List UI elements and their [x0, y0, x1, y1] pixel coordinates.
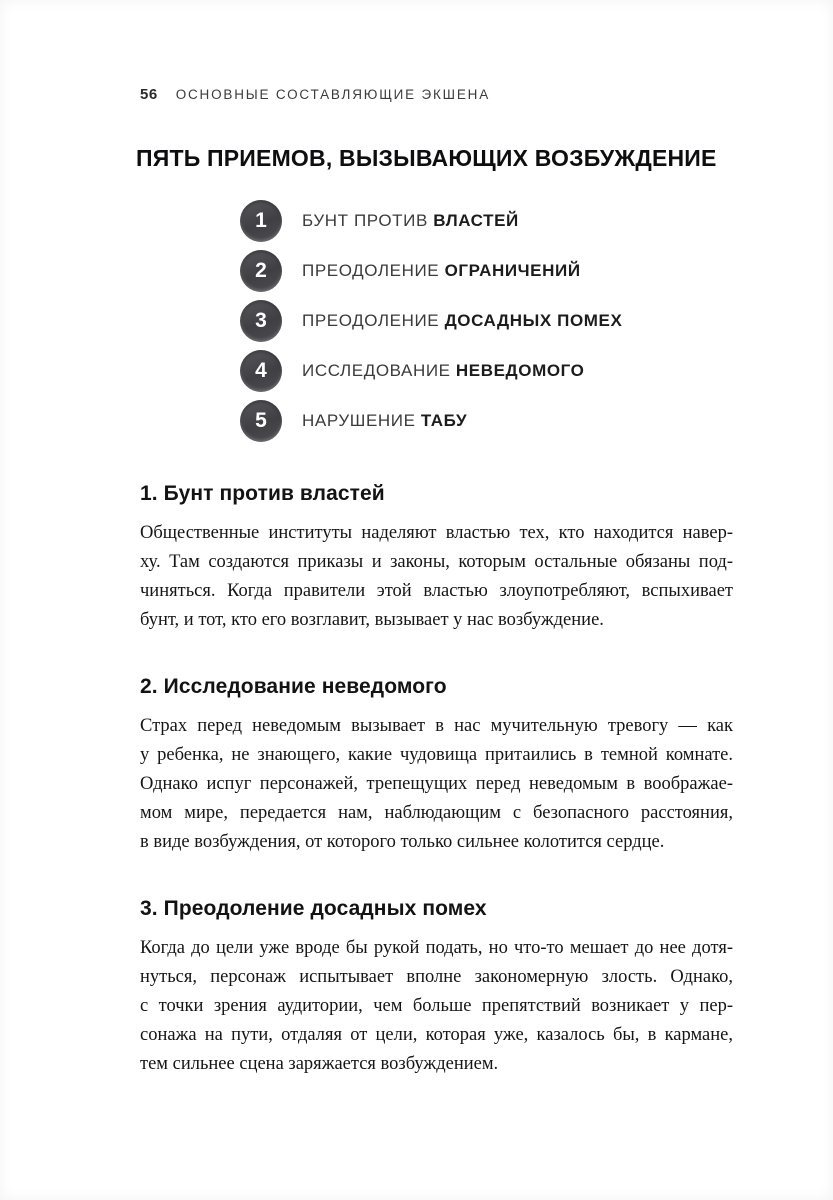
section-obstacles	[140, 897, 733, 1079]
list-item-label	[302, 411, 467, 431]
paragraph-line: мом мире, передается нам, наблюдающим с безопасного расстояния,	[140, 803, 733, 823]
list-item-label	[302, 211, 519, 231]
list-item-label	[302, 311, 622, 331]
section-paragraph	[140, 712, 733, 857]
number-badge	[240, 200, 282, 242]
paragraph-line: Однако испуг персонажей, трепещущих перед неведомым в воображае-	[140, 774, 733, 794]
list-item-emphasis: ТАБУ	[420, 411, 468, 430]
list-item-text: ПРЕОДОЛЕНИЕ	[302, 261, 440, 280]
page-number: 56	[140, 86, 158, 103]
paragraph-line: Когда до цели уже вроде бы рукой подать, но что-то мешает до нее дотя-	[140, 938, 733, 958]
paragraph-line: чиняться. Когда правители этой властью злоупотребляют, вспыхивает	[140, 581, 733, 601]
section-rebellion	[140, 482, 733, 635]
section-heading: 2. Исследование неведомого	[140, 675, 447, 698]
badge-number: 5	[255, 409, 267, 432]
paragraph-line: в виде возбуждения, от которого только сильнее колотится сердце.	[140, 832, 665, 852]
section-paragraph	[140, 934, 733, 1079]
paragraph-line: сонажа на пути, отдаляя от цели, которая уже, казалось бы, в кармане,	[140, 1025, 733, 1045]
paragraph-line: тем сильнее сцена заряжается возбуждением.	[140, 1054, 499, 1074]
section-paragraph	[140, 519, 733, 635]
list-item-label	[302, 261, 581, 281]
section-heading: 3. Преодоление досадных помех	[140, 897, 487, 920]
paragraph-line: у ребенка, не знающего, какие чудовища притаились в темной комнате.	[140, 745, 733, 765]
paragraph-line: ху. Там создаются приказы и законы, которым остальные обязаны под-	[140, 552, 733, 572]
paragraph-line: бунт, и тот, кто его возглавит, вызывает у нас возбуждение.	[140, 610, 604, 630]
running-title: ОСНОВНЫЕ СОСТАВЛЯЮЩИЕ ЭКШЕНА	[175, 87, 491, 102]
list-item	[240, 200, 733, 242]
number-badge	[240, 400, 282, 442]
list-item-text: ИССЛЕДОВАНИЕ	[302, 361, 451, 380]
number-badge	[240, 300, 282, 342]
list-item	[240, 250, 733, 292]
badge-number: 2	[255, 259, 267, 282]
list-item-label	[302, 361, 585, 381]
paragraph-line: Общественные институты наделяют властью тех, кто находится навер-	[140, 523, 733, 543]
list-item	[240, 300, 733, 342]
paragraph-line: нуться, персонаж испытывает вполне закономерную злость. Однако,	[140, 967, 733, 987]
list-item-text: НАРУШЕНИЕ	[302, 411, 416, 430]
list-item-text: БУНТ ПРОТИВ	[302, 211, 428, 230]
list-item-emphasis: ВЛАСТЕЙ	[433, 211, 519, 230]
list-item-emphasis: ОГРАНИЧЕНИЙ	[444, 261, 581, 280]
paragraph-line: с точки зрения аудитории, чем больше препятствий возникает у пер-	[140, 996, 733, 1016]
badge-number: 4	[255, 359, 267, 382]
list-item-text: ПРЕОДОЛЕНИЕ	[302, 311, 440, 330]
excitement-techniques-list	[140, 200, 733, 442]
list-item-emphasis: НЕВЕДОМОГО	[455, 361, 585, 380]
list-item-emphasis: ДОСАДНЫХ ПОМЕХ	[444, 311, 623, 330]
number-badge	[240, 250, 282, 292]
paragraph-line: Страх перед неведомым вызывает в нас мучительную тревогу — как	[140, 716, 733, 736]
badge-number: 1	[255, 209, 267, 232]
page-title: ПЯТЬ ПРИЕМОВ, ВЫЗЫВАЮЩИХ ВОЗБУЖДЕНИЕ	[136, 145, 717, 171]
list-item	[240, 400, 733, 442]
page-header	[140, 86, 733, 103]
section-heading: 1. Бунт против властей	[140, 482, 385, 505]
badge-number: 3	[255, 309, 267, 332]
number-badge	[240, 350, 282, 392]
section-unknown	[140, 675, 733, 857]
list-item	[240, 350, 733, 392]
